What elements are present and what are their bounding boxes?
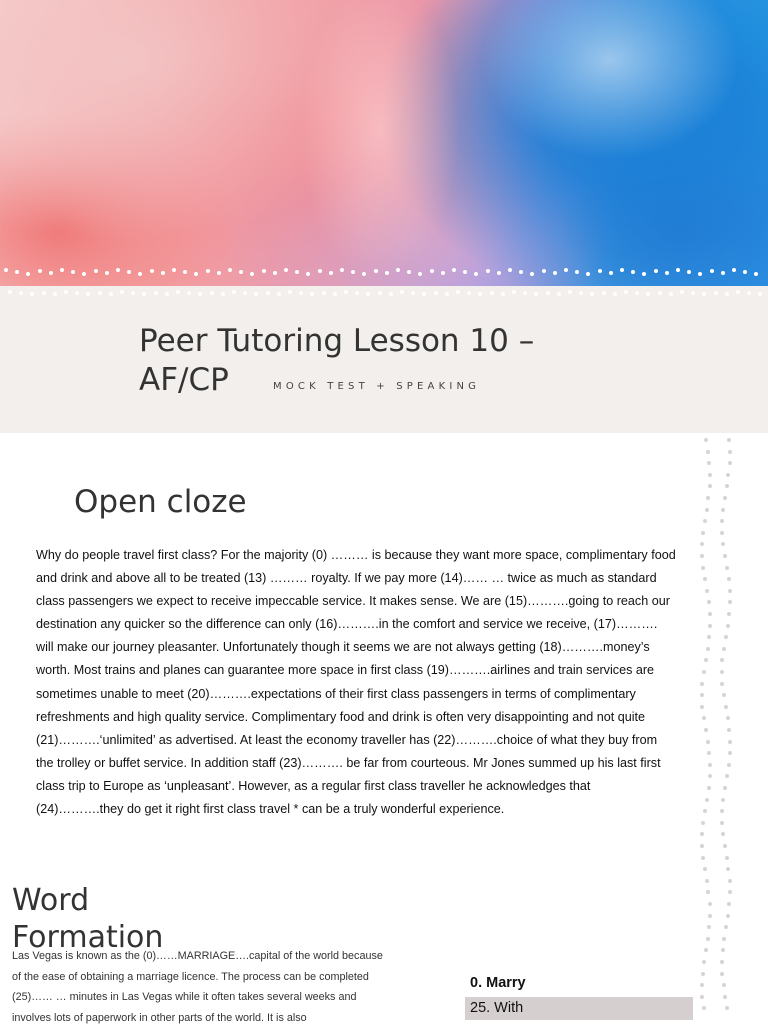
decorative-dot <box>288 290 292 294</box>
decorative-dot <box>430 269 434 273</box>
hero-banner-image <box>0 0 768 286</box>
decorative-dot <box>725 292 729 296</box>
decorative-dot <box>624 290 628 294</box>
decorative-dot <box>105 271 109 275</box>
decorative-dot <box>706 647 710 651</box>
answer-item: 0. Marry <box>470 975 526 991</box>
decorative-dot <box>15 270 19 274</box>
decorative-dot <box>530 272 534 276</box>
decorative-dot <box>710 269 714 273</box>
decorative-dot <box>720 809 724 813</box>
decorative-dot <box>127 270 131 274</box>
decorative-dot <box>161 271 165 275</box>
decorative-dot <box>378 291 382 295</box>
decorative-dot <box>723 496 727 500</box>
decorative-dot <box>187 291 191 295</box>
decorative-dot <box>721 948 725 952</box>
decorative-dot <box>49 271 53 275</box>
decorative-dot <box>232 290 236 294</box>
decorative-dot <box>726 473 730 477</box>
decorative-dot <box>706 450 710 454</box>
decorative-dot <box>422 292 426 296</box>
decorative-dot <box>700 844 704 848</box>
decorative-dot <box>720 670 724 674</box>
decorative-dot <box>586 272 590 276</box>
decorative-dot <box>86 292 90 296</box>
decorative-dot <box>727 612 731 616</box>
decorative-dot <box>512 290 516 294</box>
decorative-dot <box>726 716 730 720</box>
decorative-dot <box>329 271 333 275</box>
decorative-dot <box>318 269 322 273</box>
decorative-dot <box>722 693 726 697</box>
decorative-dot <box>725 566 729 570</box>
open-cloze-text: Why do people travel first class? For the majority (0) ……… is because they want more space, complimentary food and drink and above all to be treated (13) ……… royalty. If we pay more (14)…… … twice as much as standard class passengers we expect to receive impeccable service. It makes sense. We are (15)……….going to reach our destination any quicker so the difference can only (16)……….in the comfort and service we receive, (17)………. will make our journey pleasanter. Unfortunately though it seems we are not always getting (18)……….money’s worth. Most trains and planes can guarantee more space in first class (19)……….airlines and train services are sometimes unable to meet (20)……….expectations of their first class passengers in terms of complimentary refreshments and high quality service. Complimentary food and drink is often very disappointing and not quite (21)……….‘unlimited’ as advertised. At least the economy traveller has (22)……….choice of what they buy from the trolley or buffet service. In addition staff (23)………. be far from courteous. Mr Jones summed up his last first class trip to Europe as ‘unpleasant’. However, as a regular first class traveller he acknowledges that (24)……….they do get it right first class travel * can be a truly wonderful experience. <box>36 548 676 817</box>
decorative-dot <box>277 292 281 296</box>
decorative-dot <box>418 272 422 276</box>
decorative-dot <box>714 291 718 295</box>
decorative-dot <box>705 508 709 512</box>
decorative-dot <box>703 809 707 813</box>
answer-item: 25. With <box>465 997 693 1020</box>
decorative-dot-border <box>0 268 768 276</box>
decorative-dot <box>728 461 732 465</box>
decorative-dot <box>721 271 725 275</box>
decorative-dot <box>176 290 180 294</box>
decorative-dot <box>708 763 712 767</box>
decorative-dot <box>701 566 705 570</box>
decorative-dot <box>351 270 355 274</box>
decorative-dot <box>725 1006 729 1010</box>
decorative-dot <box>700 682 704 686</box>
decorative-dot <box>486 269 490 273</box>
decorative-dot <box>64 290 68 294</box>
decorative-dot <box>434 291 438 295</box>
decorative-dot <box>441 271 445 275</box>
decorative-dot <box>701 531 705 535</box>
decorative-dot <box>497 271 501 275</box>
decorative-dot <box>53 292 57 296</box>
decorative-dot <box>707 461 711 465</box>
decorative-dot <box>142 292 146 296</box>
decorative-dot <box>708 624 712 628</box>
decorative-dot <box>445 292 449 296</box>
decorative-dot <box>194 272 198 276</box>
decorative-dot <box>728 890 732 894</box>
decorative-dot <box>732 268 736 272</box>
decorative-dot <box>564 268 568 272</box>
decorative-dot <box>542 269 546 273</box>
decorative-dot <box>478 292 482 296</box>
decorative-dot <box>411 291 415 295</box>
decorative-dot <box>680 290 684 294</box>
decorative-dot <box>703 867 707 871</box>
decorative-dot <box>206 269 210 273</box>
decorative-dot <box>254 292 258 296</box>
decorative-dot <box>728 450 732 454</box>
decorative-dot <box>705 798 709 802</box>
decorative-dot <box>523 291 527 295</box>
decorative-dot <box>701 856 705 860</box>
decorative-dot <box>705 879 709 883</box>
decorative-dot <box>720 682 724 686</box>
decorative-dot <box>721 832 725 836</box>
decorative-dot <box>333 292 337 296</box>
decorative-dot <box>30 292 34 296</box>
decorative-dot <box>723 786 727 790</box>
decorative-dot <box>703 577 707 581</box>
decorative-dot <box>728 740 732 744</box>
decorative-dot <box>720 519 724 523</box>
decorative-dot <box>546 291 550 295</box>
decorative-dot <box>725 856 729 860</box>
decorative-dot <box>720 960 724 964</box>
decorative-dot <box>306 272 310 276</box>
decorative-dot <box>720 821 724 825</box>
decorative-dot <box>691 291 695 295</box>
decorative-dot <box>474 272 478 276</box>
decorative-dot <box>75 291 79 295</box>
decorative-dot <box>703 519 707 523</box>
decorative-dot <box>407 270 411 274</box>
answer-list <box>465 972 693 1020</box>
decorative-dot <box>725 774 729 778</box>
decorative-dot <box>310 292 314 296</box>
decorative-dot <box>579 291 583 295</box>
decorative-dot <box>322 291 326 295</box>
decorative-dot <box>720 972 724 976</box>
decorative-dot <box>708 902 712 906</box>
decorative-dot <box>98 291 102 295</box>
decorative-dot <box>609 271 613 275</box>
decorative-dot <box>700 832 704 836</box>
hero-swirl-decoration <box>480 0 740 160</box>
decorative-dot <box>217 271 221 275</box>
decorative-dot <box>131 291 135 295</box>
decorative-dot <box>154 291 158 295</box>
decorative-dot <box>704 728 708 732</box>
decorative-dot <box>708 914 712 918</box>
decorative-dot <box>598 269 602 273</box>
decorative-dot <box>728 589 732 593</box>
decorative-dot <box>568 290 572 294</box>
decorative-dot <box>239 270 243 274</box>
decorative-dot <box>727 902 731 906</box>
decorative-dot <box>700 705 704 709</box>
decorative-dot <box>243 291 247 295</box>
decorative-dot <box>722 937 726 941</box>
decorative-dot <box>707 635 711 639</box>
decorative-dot <box>726 867 730 871</box>
decorative-dot <box>396 268 400 272</box>
decorative-dot <box>700 983 704 987</box>
decorative-dot <box>708 473 712 477</box>
decorative-dot <box>707 786 711 790</box>
decorative-dot <box>385 271 389 275</box>
decorative-dot <box>389 292 393 296</box>
decorative-dot <box>704 948 708 952</box>
decorative-dot <box>728 879 732 883</box>
decorative-dot <box>687 270 691 274</box>
decorative-dot <box>708 484 712 488</box>
page-title: Peer Tutoring Lesson 10 – AF/CP <box>139 323 535 398</box>
decorative-dot <box>452 268 456 272</box>
decorative-dot <box>747 291 751 295</box>
decorative-dot <box>725 484 729 488</box>
decorative-dot <box>19 291 23 295</box>
decorative-dot <box>557 292 561 296</box>
decorative-dot <box>707 751 711 755</box>
decorative-dot <box>165 292 169 296</box>
decorative-dot <box>210 291 214 295</box>
decorative-dot <box>553 271 557 275</box>
decorative-dot <box>708 612 712 616</box>
decorative-dot <box>508 268 512 272</box>
decorative-dot <box>109 292 113 296</box>
decorative-dot <box>724 925 728 929</box>
decorative-dot <box>400 290 404 294</box>
decorative-dot <box>705 589 709 593</box>
decorative-dot <box>658 291 662 295</box>
decorative-dot <box>262 269 266 273</box>
decorative-dot <box>94 269 98 273</box>
decorative-dot <box>728 600 732 604</box>
decorative-dot <box>519 270 523 274</box>
decorative-dot <box>120 290 124 294</box>
decorative-dot <box>736 290 740 294</box>
word-formation-text: Las Vegas is known as the (0)……MARRIAGE….capital of the world because of the ease of obtaining a marriage licence. The process can be completed (25)…… … minutes in Las Vegas while it often takes several weeks and involves lots of paperwork in other parts of the world. It is also <box>12 950 383 1024</box>
decorative-dot <box>726 624 730 628</box>
decorative-dot <box>26 272 30 276</box>
decorative-dot <box>654 269 658 273</box>
decorative-dot <box>82 272 86 276</box>
decorative-dot <box>221 292 225 296</box>
decorative-dot <box>183 270 187 274</box>
decorative-dot <box>700 693 704 697</box>
decorative-dot <box>698 272 702 276</box>
hero-swirl-decoration <box>300 0 460 280</box>
decorative-dot <box>702 960 706 964</box>
decorative-dot <box>704 658 708 662</box>
decorative-dot <box>362 272 366 276</box>
decorative-dot <box>456 290 460 294</box>
decorative-dot <box>575 270 579 274</box>
hero-swirl-decoration <box>560 150 768 286</box>
decorative-dot <box>723 554 727 558</box>
decorative-dot <box>501 292 505 296</box>
decorative-dot <box>295 270 299 274</box>
decorative-dot <box>646 292 650 296</box>
decorative-dot <box>706 937 710 941</box>
decorative-dot <box>722 647 726 651</box>
decorative-dot <box>665 271 669 275</box>
decorative-dot <box>723 995 727 999</box>
decorative-dot <box>707 925 711 929</box>
decorative-dot <box>708 774 712 778</box>
decorative-dot <box>676 268 680 272</box>
decorative-dot <box>700 554 704 558</box>
decorative-dot <box>706 890 710 894</box>
decorative-dot <box>620 268 624 272</box>
decorative-dot <box>266 291 270 295</box>
decorative-dot <box>706 740 710 744</box>
open-cloze-heading: Open cloze <box>74 484 247 520</box>
decorative-dot <box>701 972 705 976</box>
decorative-dot <box>355 291 359 295</box>
decorative-side-dots <box>698 436 734 1024</box>
decorative-dot <box>635 291 639 295</box>
decorative-dot <box>150 269 154 273</box>
decorative-dot <box>38 269 42 273</box>
decorative-dot <box>463 270 467 274</box>
decorative-dot <box>340 268 344 272</box>
page-subtitle: MOCK TEST + SPEAKING <box>273 381 481 392</box>
decorative-dot <box>758 292 762 296</box>
decorative-dot <box>42 291 46 295</box>
decorative-dot <box>613 292 617 296</box>
decorative-dot <box>198 292 202 296</box>
decorative-dot <box>60 268 64 272</box>
decorative-dot <box>727 763 731 767</box>
decorative-dot <box>723 844 727 848</box>
decorative-dot <box>728 751 732 755</box>
decorative-dot <box>702 716 706 720</box>
decorative-dot <box>724 705 728 709</box>
decorative-dot <box>720 531 724 535</box>
decorative-dot <box>702 292 706 296</box>
decorative-dot <box>701 821 705 825</box>
decorative-dot <box>273 271 277 275</box>
decorative-dot <box>721 798 725 802</box>
decorative-dot <box>250 272 254 276</box>
decorative-dot <box>700 542 704 546</box>
decorative-dot <box>228 268 232 272</box>
decorative-dot <box>727 728 731 732</box>
decorative-dot <box>727 438 731 442</box>
decorative-dot <box>344 290 348 294</box>
decorative-dot <box>700 995 704 999</box>
decorative-dot <box>722 983 726 987</box>
decorative-dot <box>467 291 471 295</box>
decorative-dot <box>299 291 303 295</box>
decorative-dot <box>71 270 75 274</box>
decorative-dot <box>534 292 538 296</box>
decorative-dot <box>726 914 730 918</box>
decorative-dot <box>720 658 724 662</box>
decorative-dot <box>8 290 12 294</box>
decorative-dot <box>631 270 635 274</box>
decorative-dot <box>724 635 728 639</box>
decorative-dot <box>669 292 673 296</box>
decorative-dot <box>642 272 646 276</box>
decorative-dot <box>366 292 370 296</box>
decorative-dot <box>743 270 747 274</box>
decorative-dot <box>172 268 176 272</box>
decorative-dot <box>490 291 494 295</box>
decorative-dot <box>721 542 725 546</box>
decorative-dot <box>707 600 711 604</box>
decorative-dot <box>4 268 8 272</box>
decorative-dot <box>721 508 725 512</box>
decorative-dot <box>702 1006 706 1010</box>
decorative-dot <box>702 670 706 674</box>
decorative-dot <box>138 272 142 276</box>
decorative-dot <box>602 291 606 295</box>
decorative-dot <box>284 268 288 272</box>
decorative-dot <box>754 272 758 276</box>
decorative-dot <box>590 292 594 296</box>
decorative-dot-border <box>0 290 768 298</box>
decorative-dot <box>374 269 378 273</box>
decorative-dot <box>727 577 731 581</box>
word-formation-heading: Word Formation <box>12 883 164 955</box>
decorative-dot <box>704 438 708 442</box>
decorative-dot <box>116 268 120 272</box>
decorative-dot <box>706 496 710 500</box>
